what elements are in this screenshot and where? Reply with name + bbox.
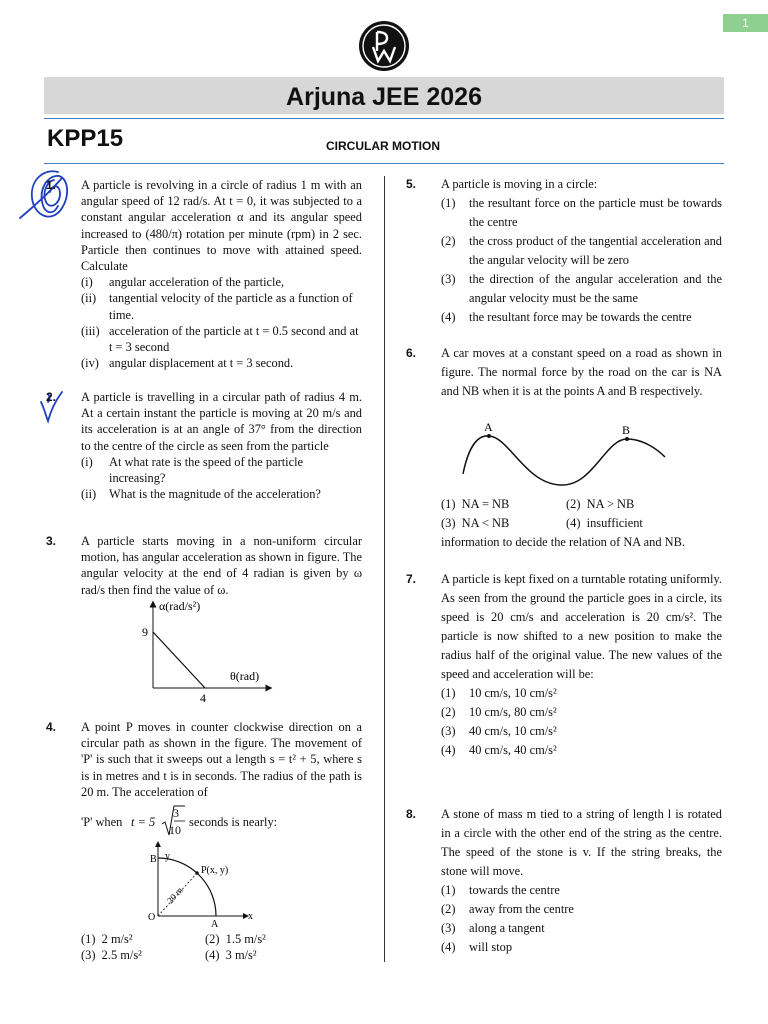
option-label: (2) (441, 902, 456, 916)
part-text: tangential velocity of the particle as a function of time. (109, 291, 353, 322)
question-stem: A car moves at a constant speed on a road as shown in figure. The normal force by the road on the car is NA and NB when it is at the points A and B respectively. (441, 346, 722, 398)
option-2[interactable] (441, 232, 722, 270)
question-part (81, 454, 362, 486)
question-number: 2. (46, 390, 57, 404)
option-text: 40 cm/s, 10 cm/s² (469, 724, 557, 738)
option-text: 10 cm/s, 80 cm/s² (469, 705, 557, 719)
option-text: the resultant force on the particle must be towards the centre (469, 196, 722, 229)
option-1[interactable] (441, 684, 722, 703)
question-6-options (441, 495, 722, 552)
option-label: (4) (441, 310, 456, 324)
page-number: 1 (723, 14, 768, 32)
part-label: (i) (81, 454, 93, 469)
question-4-options (81, 931, 362, 963)
option-text: 1.5 m/s² (225, 932, 266, 946)
option-label: (4) (566, 516, 581, 530)
question-number: 4. (46, 720, 57, 734)
radius-label: 20 m (165, 885, 185, 906)
point-b-label: B (150, 854, 157, 865)
question-part (81, 355, 362, 371)
option-text: 2.5 m/s² (101, 948, 142, 962)
option-label: (3) (441, 516, 456, 530)
question-number: 5. (406, 177, 417, 191)
option-text: the resultant force may be towards the centre (469, 310, 692, 324)
part-text: At what rate is the speed of the particle increasing? (109, 454, 304, 486)
question-stem: A particle is moving in a circle: (441, 177, 598, 191)
question-part (81, 274, 362, 290)
option-4[interactable] (566, 514, 643, 533)
option-label: (2) (441, 705, 456, 719)
option-text: away from the centre (469, 902, 574, 916)
option-text: NA = NB (461, 497, 510, 511)
option-1[interactable] (441, 194, 722, 232)
question-part (81, 290, 362, 322)
part-label: (ii) (81, 291, 97, 306)
figure-x-label: x (248, 911, 253, 922)
option-label: (1) (441, 686, 456, 700)
question-stem: A particle is travelling in a circular path of radius 4 m. At a certain instant the particle is moving at 20 m/s and its acceleration is at an angle of 37° from the direction to the centre of the circle as seen from the particle (81, 390, 362, 453)
sheet-code: KPP15 (47, 125, 124, 152)
point-b (625, 437, 629, 441)
option-label: (1) (81, 932, 96, 946)
question-number: 6. (406, 346, 417, 360)
option-text: NA < NB (461, 516, 510, 530)
sheet-topic: CIRCULAR MOTION (326, 139, 440, 153)
part-text: acceleration of the particle at t = 0.5 second and at t = 3 second (109, 323, 359, 355)
point-p-label: P(x, y) (201, 865, 229, 876)
option-label: (1) (441, 883, 456, 897)
option-3[interactable] (441, 919, 722, 938)
option-label: (2) (566, 497, 581, 511)
option-2[interactable] (205, 931, 266, 947)
scribble-icon (14, 164, 78, 232)
question-stem: A particle starts moving in a non-uniform circular motion, has angular acceleration as shown in figure. The angular velocity at the end of 4 radian is given by ω rad/s then find the value of ω. (81, 534, 362, 597)
angular-acceleration-graph (135, 596, 275, 704)
question-number: 7. (406, 572, 417, 586)
graph-y-label: α(rad/s²) (159, 599, 201, 613)
part-text: angular acceleration of the particle, (109, 275, 285, 290)
option-1[interactable] (441, 495, 509, 514)
option-text: insufficient (586, 516, 643, 530)
option-2[interactable] (566, 495, 634, 514)
road-curve-figure (455, 419, 675, 491)
column-divider (384, 176, 385, 962)
figure-y-label: y (165, 851, 170, 862)
option-2[interactable] (441, 703, 722, 722)
question-4-time-line (81, 804, 362, 838)
question-stem: A particle is revolving in a circle of radius 1 m with an angular speed of 12 rad/s. At t = 0, it was subjected to a constant angular acceleration α and its angular speed increased to (480/π) rotation per minute (rpm) in 2 sec. Particle then continues to move with attained speed. Calculate (81, 178, 362, 274)
option-text: along a tangent (469, 921, 545, 935)
option-4-continuation: information to decide the relation of NA and NB. (441, 535, 685, 549)
time-expression: t = 5 (131, 815, 156, 829)
fraction-numerator: 3 (173, 806, 179, 820)
point-a (487, 434, 491, 438)
question-stem: A particle is kept fixed on a turntable rotating uniformly. As seen from the ground the particle goes in a circle, its speed is 20 cm/s and acceleration is 20 cm/s². The particle is now shifted to a new position to make the radius half of the original value. The new values of the speed and acceleration will be: (441, 572, 722, 681)
option-1[interactable] (81, 931, 133, 947)
page-banner-title: Arjuna JEE 2026 (44, 77, 724, 114)
point-b-label: B (622, 423, 631, 437)
option-4[interactable] (441, 741, 722, 760)
option-label: (3) (81, 948, 96, 962)
pw-logo-icon (358, 20, 410, 72)
option-text: the direction of the angular acceleration and the angular velocity must be the same (469, 272, 722, 305)
header-rule-top (44, 118, 724, 119)
option-3[interactable] (441, 722, 722, 741)
question-part (81, 323, 362, 355)
option-text: 2 m/s² (101, 932, 133, 946)
question-stem: A point P moves in counter clockwise direction on a circular path as shown in the figure. The movement of 'P' is such that it sweeps out a length s = t² + 5, where s is in metres and t is in seconds. The radius of the path is 20 m. The acceleration of (81, 720, 362, 799)
option-label: (3) (441, 272, 456, 286)
option-4[interactable] (205, 947, 257, 963)
question-number: 1. (46, 178, 57, 192)
road-curve (463, 436, 665, 485)
option-3[interactable] (441, 270, 722, 308)
graph-x-label: θ(rad) (230, 669, 260, 683)
quarter-circle-figure (146, 838, 258, 930)
question-number: 3. (46, 534, 57, 548)
option-text: 10 cm/s, 10 cm/s² (469, 686, 557, 700)
option-text: NA > NB (586, 497, 635, 511)
option-label: (2) (205, 932, 220, 946)
point-a-label: A (484, 420, 493, 434)
question-number: 8. (406, 807, 417, 821)
stem-text: seconds is nearly: (189, 815, 278, 829)
option-label: (1) (441, 196, 456, 210)
fraction-denominator: 10 (169, 823, 181, 837)
graph-y-value: 9 (142, 625, 148, 639)
option-label: (1) (441, 497, 456, 511)
option-label: (4) (441, 743, 456, 757)
option-3[interactable] (81, 947, 142, 963)
option-3[interactable] (441, 514, 509, 533)
option-label: (4) (441, 940, 456, 954)
option-text: will stop (469, 940, 513, 954)
option-1[interactable] (441, 881, 722, 900)
header-rule-bottom (44, 163, 724, 164)
part-label: (ii) (81, 487, 97, 502)
option-label: (2) (441, 234, 456, 248)
part-text: What is the magnitude of the acceleration? (109, 487, 321, 502)
option-label: (3) (441, 724, 456, 738)
option-2[interactable] (441, 900, 722, 919)
point-a-label: A (211, 919, 219, 930)
graph-x-value: 4 (200, 691, 206, 704)
part-text: angular displacement at t = 3 second. (109, 356, 294, 371)
graph-line (153, 632, 205, 688)
option-text: 3 m/s² (225, 948, 257, 962)
part-label: (iii) (81, 323, 100, 338)
option-label: (4) (205, 948, 220, 962)
option-4[interactable] (441, 938, 722, 957)
option-4[interactable] (441, 308, 722, 327)
part-label: (i) (81, 275, 93, 290)
option-text: the cross product of the tangential acceleration and the angular velocity will be zero (469, 234, 722, 267)
option-text: towards the centre (469, 883, 560, 897)
point-p (195, 871, 199, 875)
origin-label: O (148, 912, 156, 923)
option-label: (3) (441, 921, 456, 935)
option-text: 40 cm/s, 40 cm/s² (469, 743, 557, 757)
stem-text: 'P' when (81, 815, 123, 829)
question-stem: A stone of mass m tied to a string of length l is rotated in a circle with the other end of the string as the centre. The speed of the stone is v. If the string breaks, the stone will move. (441, 807, 722, 878)
question-part (81, 486, 362, 502)
part-label: (iv) (81, 356, 99, 371)
